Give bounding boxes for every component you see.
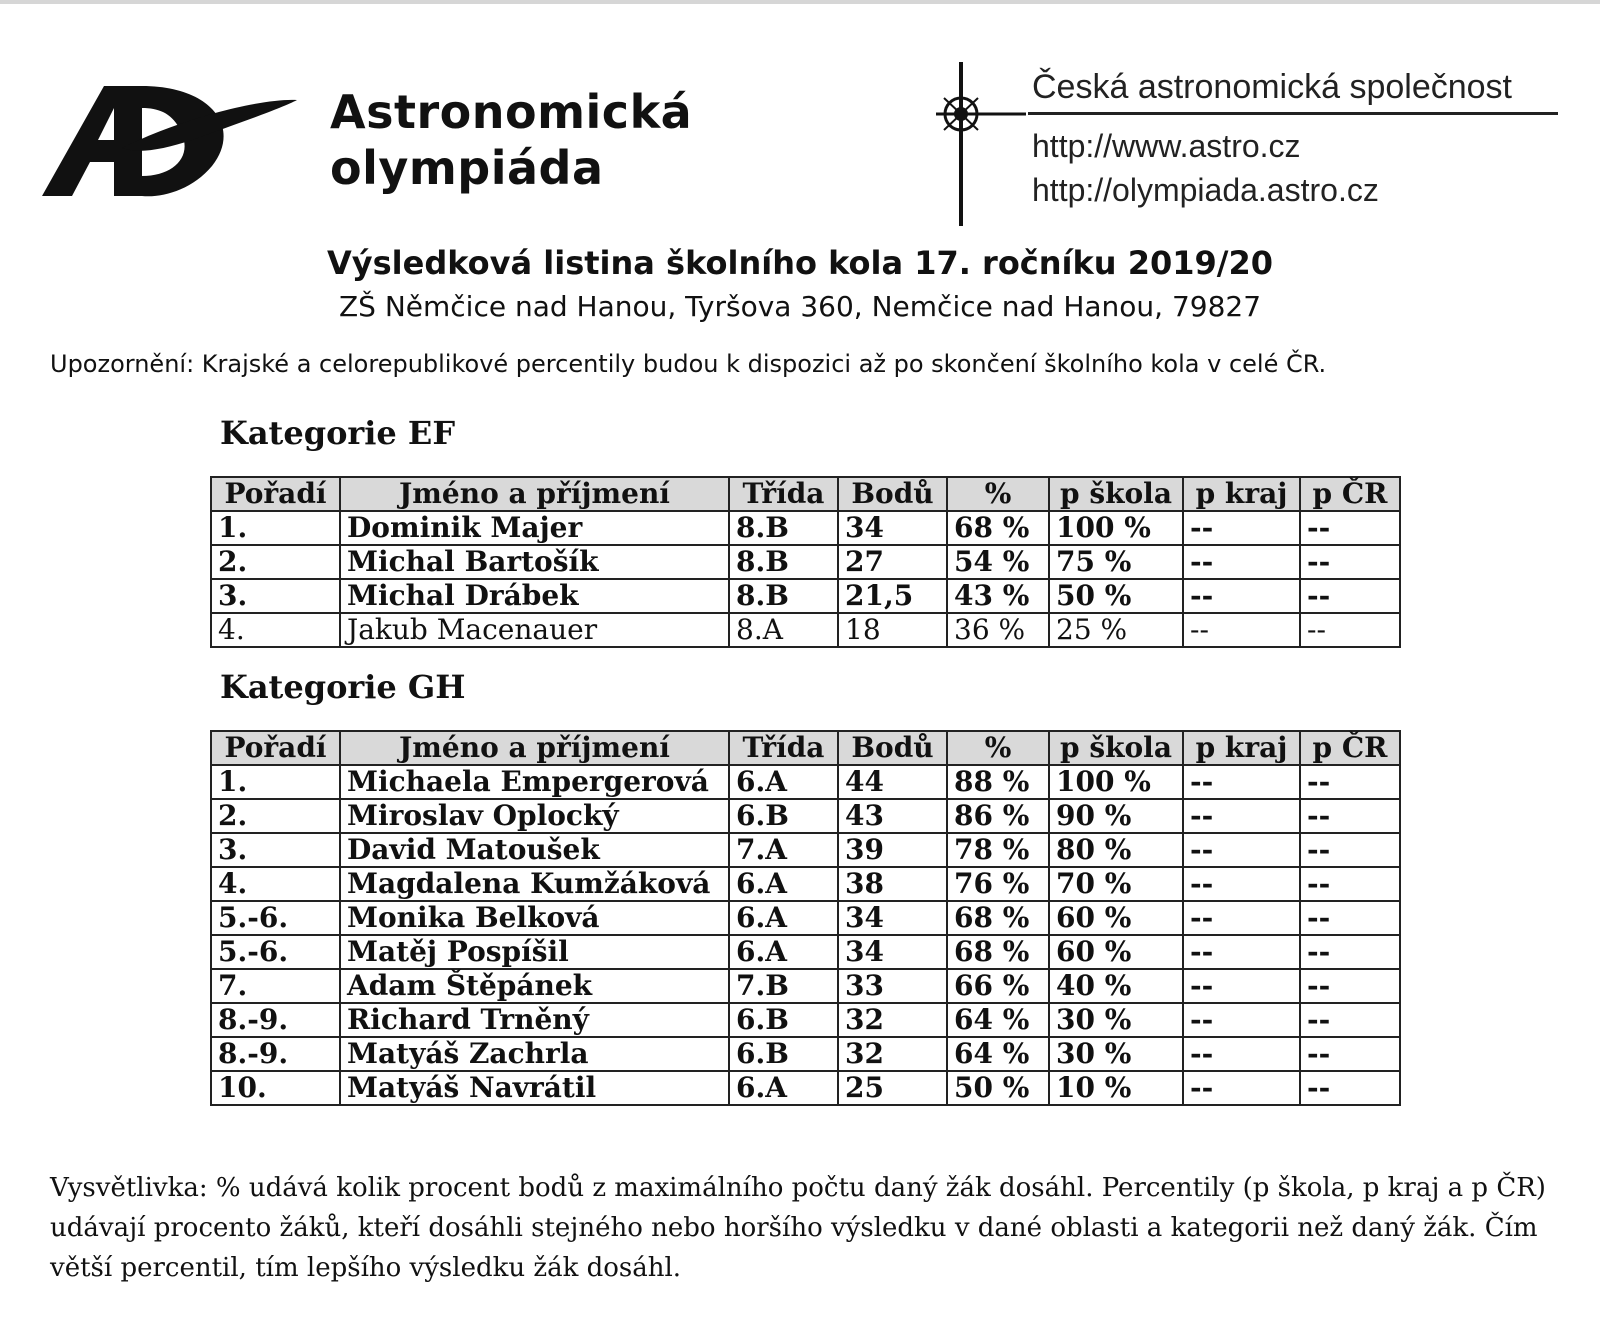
class-cell: 8.B (729, 511, 838, 545)
p-school-cell: 90 % (1049, 799, 1183, 833)
p-school-cell: 100 % (1049, 511, 1183, 545)
name-cell: Jakub Macenauer (340, 613, 729, 647)
col-header-p-school: p škola (1049, 477, 1183, 511)
name-cell: Matyáš Zachrla (340, 1037, 729, 1071)
col-header-p-cr: p ČR (1300, 477, 1400, 511)
class-cell: 8.A (729, 613, 838, 647)
p-school-cell: 60 % (1049, 935, 1183, 969)
p-region-cell: -- (1183, 765, 1300, 799)
rank-cell: 10. (211, 1071, 340, 1105)
results-table-ef (210, 476, 1401, 648)
col-header-percent: % (947, 477, 1049, 511)
p-cr-cell: -- (1300, 1037, 1400, 1071)
p-school-cell: 50 % (1049, 579, 1183, 613)
class-cell: 8.B (729, 545, 838, 579)
p-school-cell: 40 % (1049, 969, 1183, 1003)
table-row (211, 799, 1400, 833)
col-header-points: Bodů (838, 477, 947, 511)
p-region-cell: -- (1183, 901, 1300, 935)
class-cell: 7.B (729, 969, 838, 1003)
p-region-cell: -- (1183, 867, 1300, 901)
points-cell: 44 (838, 765, 947, 799)
points-cell: 25 (838, 1071, 947, 1105)
rank-cell: 4. (211, 867, 340, 901)
p-school-cell: 60 % (1049, 901, 1183, 935)
col-header-p-school: p škola (1049, 731, 1183, 765)
p-cr-cell: -- (1300, 935, 1400, 969)
name-cell: Richard Trněný (340, 1003, 729, 1037)
class-cell: 8.B (729, 579, 838, 613)
col-header-rank: Pořadí (211, 477, 340, 511)
name-cell: Miroslav Oplocký (340, 799, 729, 833)
p-cr-cell: -- (1300, 613, 1400, 647)
rank-cell: 5.-6. (211, 935, 340, 969)
class-cell: 6.A (729, 935, 838, 969)
class-cell: 6.B (729, 1037, 838, 1071)
p-school-cell: 25 % (1049, 613, 1183, 647)
p-region-cell: -- (1183, 579, 1300, 613)
p-cr-cell: -- (1300, 799, 1400, 833)
table-row (211, 511, 1400, 545)
rank-cell: 8.-9. (211, 1037, 340, 1071)
table-row (211, 1003, 1400, 1037)
col-header-name: Jméno a příjmení (340, 731, 729, 765)
rank-cell: 1. (211, 765, 340, 799)
class-cell: 6.A (729, 901, 838, 935)
table-row (211, 867, 1400, 901)
col-header-percent: % (947, 731, 1049, 765)
points-cell: 38 (838, 867, 947, 901)
col-header-p-cr: p ČR (1300, 731, 1400, 765)
percent-cell: 76 % (947, 867, 1049, 901)
table-header-row (211, 731, 1400, 765)
col-header-class: Třída (729, 477, 838, 511)
points-cell: 34 (838, 901, 947, 935)
class-cell: 6.A (729, 867, 838, 901)
olympiad-logo-text (330, 84, 692, 196)
points-cell: 43 (838, 799, 947, 833)
percent-cell: 64 % (947, 1003, 1049, 1037)
name-cell: Adam Štěpánek (340, 969, 729, 1003)
rank-cell: 7. (211, 969, 340, 1003)
name-cell: Michal Drábek (340, 579, 729, 613)
star-cross-icon (936, 58, 1026, 230)
table-row (211, 613, 1400, 647)
points-cell: 34 (838, 511, 947, 545)
notice-text: Upozornění: Krajské a celorepublikové percentily budou k dispozici až po skončení školního kola v celé ČR. (50, 350, 1327, 378)
rank-cell: 3. (211, 579, 340, 613)
points-cell: 39 (838, 833, 947, 867)
page-title: Výsledková listina školního kola 17. ročníku 2019/20 (327, 244, 1273, 282)
p-cr-cell: -- (1300, 901, 1400, 935)
p-cr-cell: -- (1300, 833, 1400, 867)
p-cr-cell: -- (1300, 1003, 1400, 1037)
table-row (211, 935, 1400, 969)
footnote: Vysvětlivka: % udává kolik procent bodů z maximálního počtu daný žák dosáhl. Percentily (p škola, p kraj a p ČR) udávají procento žáků, kteří dosáhli stejného nebo horšího výsledku v dané oblasti a kategorii než daný žák. Čím větší percentil, tím lepšího výsledku žák dosáhl. (50, 1173, 1546, 1283)
p-cr-cell: -- (1300, 1071, 1400, 1105)
percent-cell: 88 % (947, 765, 1049, 799)
p-school-cell: 70 % (1049, 867, 1183, 901)
col-header-rank: Pořadí (211, 731, 340, 765)
category-title: Kategorie EF (220, 414, 456, 452)
p-region-cell: -- (1183, 1037, 1300, 1071)
name-cell: Michal Bartošík (340, 545, 729, 579)
rank-cell: 4. (211, 613, 340, 647)
p-cr-cell: -- (1300, 867, 1400, 901)
col-header-p-region: p kraj (1183, 477, 1300, 511)
points-cell: 18 (838, 613, 947, 647)
cas-url-olympiad[interactable]: http://olympiada.astro.cz (1032, 172, 1379, 208)
percent-cell: 66 % (947, 969, 1049, 1003)
p-region-cell: -- (1183, 511, 1300, 545)
p-region-cell: -- (1183, 1003, 1300, 1037)
points-cell: 21,5 (838, 579, 947, 613)
rank-cell: 1. (211, 511, 340, 545)
table-row (211, 1071, 1400, 1105)
category-title: Kategorie GH (220, 668, 466, 706)
table-row (211, 765, 1400, 799)
percent-cell: 68 % (947, 511, 1049, 545)
table-row (211, 833, 1400, 867)
p-school-cell: 80 % (1049, 833, 1183, 867)
top-border (0, 0, 1600, 4)
percent-cell: 54 % (947, 545, 1049, 579)
percent-cell: 50 % (947, 1071, 1049, 1105)
p-region-cell: -- (1183, 833, 1300, 867)
school-address: ZŠ Němčice nad Hanou, Tyršova 360, Nemčice nad Hanou, 79827 (338, 290, 1262, 323)
name-cell: Matyáš Navrátil (340, 1071, 729, 1105)
percent-cell: 43 % (947, 579, 1049, 613)
gh-rows (211, 765, 1400, 1105)
col-header-name: Jméno a příjmení (340, 477, 729, 511)
p-region-cell: -- (1183, 935, 1300, 969)
col-header-points: Bodů (838, 731, 947, 765)
table-row (211, 1037, 1400, 1071)
p-cr-cell: -- (1300, 545, 1400, 579)
percent-cell: 64 % (947, 1037, 1049, 1071)
rank-cell: 5.-6. (211, 901, 340, 935)
name-cell: David Matoušek (340, 833, 729, 867)
rank-cell: 8.-9. (211, 1003, 340, 1037)
name-cell: Magdalena Kumžáková (340, 867, 729, 901)
logo-line2: olympiáda (330, 141, 604, 195)
percent-cell: 86 % (947, 799, 1049, 833)
name-cell: Matěj Pospíšil (340, 935, 729, 969)
points-cell: 32 (838, 1003, 947, 1037)
percent-cell: 68 % (947, 901, 1049, 935)
p-school-cell: 75 % (1049, 545, 1183, 579)
p-school-cell: 30 % (1049, 1037, 1183, 1071)
name-cell: Dominik Majer (340, 511, 729, 545)
p-cr-cell: -- (1300, 511, 1400, 545)
p-region-cell: -- (1183, 1071, 1300, 1105)
class-cell: 6.A (729, 1071, 838, 1105)
rank-cell: 2. (211, 799, 340, 833)
table-row (211, 901, 1400, 935)
percent-cell: 68 % (947, 935, 1049, 969)
points-cell: 33 (838, 969, 947, 1003)
points-cell: 27 (838, 545, 947, 579)
name-cell: Monika Belková (340, 901, 729, 935)
p-region-cell: -- (1183, 613, 1300, 647)
p-region-cell: -- (1183, 799, 1300, 833)
cas-name: Česká astronomická společnost (1032, 68, 1513, 106)
table-row (211, 969, 1400, 1003)
ef-rows (211, 511, 1400, 647)
p-region-cell: -- (1183, 969, 1300, 1003)
class-cell: 7.A (729, 833, 838, 867)
points-cell: 34 (838, 935, 947, 969)
p-cr-cell: -- (1300, 969, 1400, 1003)
logo-line1: Astronomická (330, 85, 693, 139)
p-region-cell: -- (1183, 545, 1300, 579)
cas-divider (1028, 112, 1558, 115)
p-cr-cell: -- (1300, 579, 1400, 613)
table-header-row (211, 477, 1400, 511)
p-school-cell: 100 % (1049, 765, 1183, 799)
class-cell: 6.A (729, 765, 838, 799)
col-header-class: Třída (729, 731, 838, 765)
p-cr-cell: -- (1300, 765, 1400, 799)
p-school-cell: 30 % (1049, 1003, 1183, 1037)
percent-cell: 78 % (947, 833, 1049, 867)
results-table-gh (210, 730, 1401, 1106)
p-school-cell: 10 % (1049, 1071, 1183, 1105)
cas-url-main[interactable]: http://www.astro.cz (1032, 128, 1301, 164)
table-row (211, 579, 1400, 613)
class-cell: 6.B (729, 799, 838, 833)
name-cell: Michaela Empergerová (340, 765, 729, 799)
points-cell: 32 (838, 1037, 947, 1071)
percent-cell: 36 % (947, 613, 1049, 647)
ao-logo-icon (42, 78, 302, 210)
table-row (211, 545, 1400, 579)
class-cell: 6.B (729, 1003, 838, 1037)
rank-cell: 3. (211, 833, 340, 867)
rank-cell: 2. (211, 545, 340, 579)
col-header-p-region: p kraj (1183, 731, 1300, 765)
